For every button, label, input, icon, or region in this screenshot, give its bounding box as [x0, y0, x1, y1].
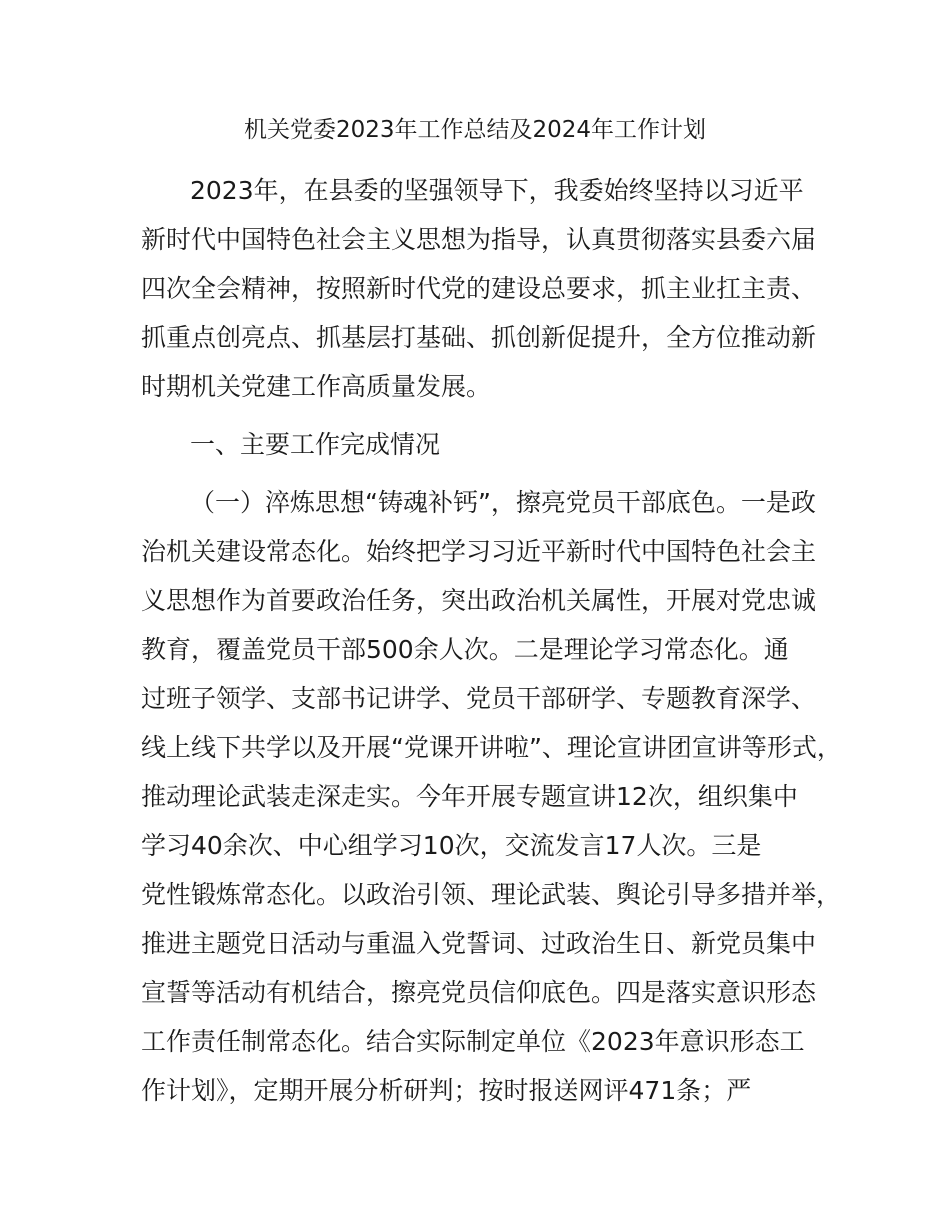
document-title: 机关党委2023年工作总结及2024年工作计划 — [243, 117, 707, 143]
section-line-12: 工作责任制常态化。结合实际制定单位《2023年意识形态工 — [141, 1027, 805, 1056]
section-line-13: 作计划》，定期开展分析研判；按时报送网评471条；严 — [141, 1076, 752, 1105]
section-line-5: 过班子领学、支部书记讲学、党员干部研学、专题教育深学、 — [141, 684, 817, 713]
section-line-7: 推动理论武装走深走实。今年开展专题宣讲12次，组织集中 — [141, 782, 798, 811]
intro-line-5: 时期机关党建工作高质量发展。 — [141, 372, 492, 401]
section-line-2: 治机关建设常态化。始终把学习习近平新时代中国特色社会主 — [141, 537, 817, 566]
section-line-11: 宣誓等活动有机结合，擦亮党员信仰底色。四是落实意识形态 — [141, 978, 817, 1007]
intro-line-3: 四次全会精神，按照新时代党的建设总要求，抓主业扛主责、 — [141, 274, 817, 303]
section-line-3: 义思想作为首要政治任务，突出政治机关属性，开展对党忠诚 — [141, 586, 817, 615]
section-line-4: 教育，覆盖党员干部500余人次。二是理论学习常态化。通 — [141, 635, 789, 664]
section-line-9: 党性锻炼常态化。以政治引领、理论武装、舆论引导多措并举， — [141, 880, 842, 909]
section-line-1: （一）淬炼思想“铸魂补钙”，擦亮党员干部底色。一是政 — [190, 488, 816, 517]
intro-line-4: 抓重点创亮点、抓基层打基础、抓创新促提升，全方位推动新 — [141, 323, 817, 352]
section-heading: 一、主要工作完成情况 — [190, 430, 441, 459]
section-line-8: 学习40余次、中心组学习10次，交流发言17人次。三是 — [141, 831, 762, 860]
intro-line-1: 2023年，在县委的坚强领导下，我委始终坚持以习近平 — [190, 176, 804, 205]
section-line-6: 线上线下共学以及开展“党课开讲啦”、理论宣讲团宣讲等形式， — [141, 733, 842, 762]
intro-line-2: 新时代中国特色社会主义思想为指导，认真贯彻落实县委六届 — [141, 225, 817, 254]
section-line-10: 推进主题党日活动与重温入党誓词、过政治生日、新党员集中 — [141, 929, 817, 958]
